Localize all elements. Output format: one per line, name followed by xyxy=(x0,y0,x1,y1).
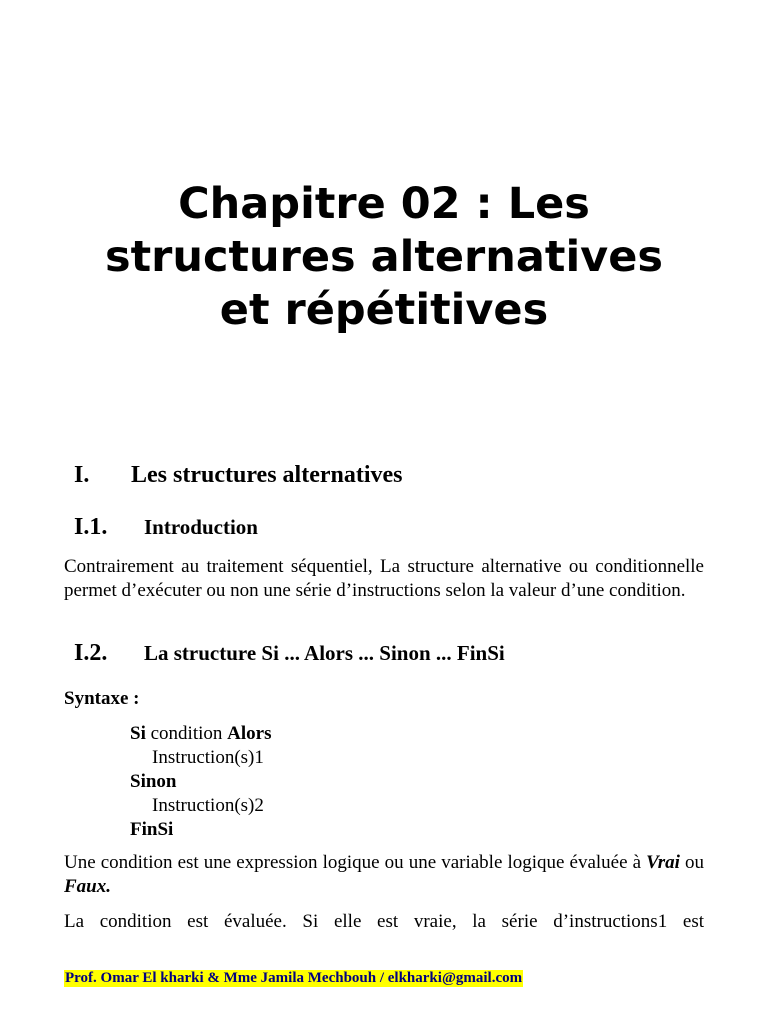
keyword-sinon: Sinon xyxy=(130,771,177,792)
chapter-title xyxy=(40,178,728,337)
section-number: I.2. xyxy=(74,640,108,666)
syntax-line-si xyxy=(130,722,271,746)
syntax-line-sinon xyxy=(130,770,271,794)
syntax-block xyxy=(130,722,271,842)
footer-credit: Prof. Omar El kharki & Mme Jamila Mechbouh / elkharki@gmail.com xyxy=(65,970,523,986)
condition-paragraph xyxy=(64,851,704,899)
section-title: La structure Si ... Alors ... Sinon ... FinSi xyxy=(144,641,505,665)
value-vrai: Vrai xyxy=(646,852,680,873)
section-heading-1-2 xyxy=(74,640,505,667)
chapter-title-line-2: structures alternatives xyxy=(105,232,663,282)
section-number: I. xyxy=(74,462,90,488)
intro-paragraph: Contrairement au traitement séquentiel, La structure alternative ou conditionnelle permet d’exécuter ou non une série d’instructions selon la valeur d’une condition. xyxy=(64,556,704,601)
value-faux: Faux. xyxy=(64,876,111,897)
condition-text: Une condition est une expression logique ou une variable logique évaluée à xyxy=(64,852,647,873)
syntax-condition: condition xyxy=(145,723,228,744)
keyword-finsi: FinSi xyxy=(130,819,174,840)
syntax-label: Syntaxe : xyxy=(64,688,140,709)
section-heading-1 xyxy=(74,462,403,489)
section-title: Les structures alternatives xyxy=(131,462,403,488)
evaluation-paragraph: La condition est évaluée. Si elle est vraie, la série d’instructions1 est xyxy=(64,911,704,932)
syntax-line-finsi xyxy=(130,818,271,842)
section-number: I.1. xyxy=(74,514,108,540)
section-title: Introduction xyxy=(144,515,258,539)
section-heading-1-1 xyxy=(74,514,258,541)
keyword-si: Si xyxy=(130,723,146,744)
syntax-instruction-1: Instruction(s)1 xyxy=(152,747,264,768)
chapter-title-line-3: et répétitives xyxy=(219,285,549,335)
chapter-title-line-1: Chapitre 02 : Les xyxy=(178,179,590,229)
keyword-alors: Alors xyxy=(227,723,272,744)
condition-ou: ou xyxy=(679,852,704,873)
syntax-instruction-2: Instruction(s)2 xyxy=(152,795,264,816)
